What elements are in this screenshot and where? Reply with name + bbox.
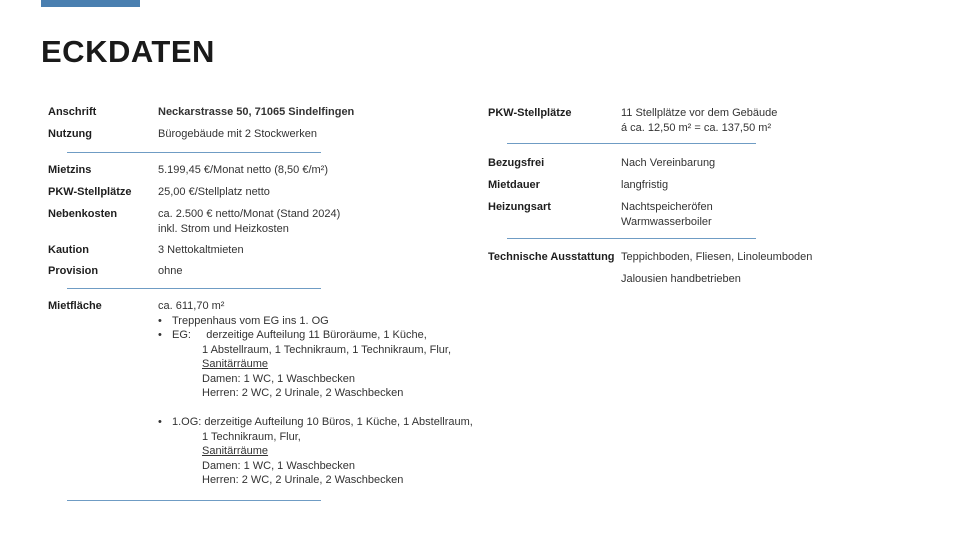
- divider-left-2: [67, 288, 321, 289]
- label-mietdauer: Mietdauer: [488, 179, 540, 191]
- value-heizungsart: [621, 200, 713, 229]
- eg-damen: Damen: 1 WC, 1 Waschbecken: [202, 372, 356, 385]
- ausstattung-line-1: Teppichboden, Fliesen, Linoleumboden: [621, 251, 813, 263]
- label-pkw-stellplaetze: PKW-Stellplätze: [48, 186, 132, 198]
- top-accent-bar: [41, 0, 140, 7]
- value-kaution: 3 Nettokaltmieten: [158, 244, 244, 256]
- page-title: ECKDATEN: [41, 34, 215, 69]
- bullet-og: [158, 415, 473, 430]
- treppenhaus-text: Treppenhaus vom EG ins 1. OG: [172, 314, 329, 327]
- value-pkw-stellplaetze: 25,00 €/Stellplatz netto: [158, 186, 270, 198]
- pkw-line-1: 11 Stellplätze vor dem Gebäude: [621, 107, 778, 119]
- spacer: [158, 401, 473, 416]
- value-mietdauer: langfristig: [621, 179, 669, 191]
- pkw-line-2: á ca. 12,50 m² = ca. 137,50 m²: [621, 121, 772, 134]
- eg-line-2: 1 Abstellraum, 1 Technikraum, 1 Technikraum, Flur,: [202, 343, 452, 356]
- divider-right-2: [507, 238, 756, 239]
- bullet-treppenhaus: [158, 314, 473, 329]
- og-line-2: 1 Technikraum, Flur,: [202, 430, 301, 443]
- divider-left-1: [67, 152, 321, 153]
- value-nutzung: Bürogebäude mit 2 Stockwerken: [158, 128, 317, 140]
- value-anschrift: Neckarstrasse 50, 71065 Sindelfingen: [158, 106, 355, 118]
- nebenkosten-line-2: inkl. Strom und Heizkosten: [158, 222, 289, 235]
- ausstattung-line-2: Jalousien handbetrieben: [621, 272, 741, 285]
- value-mietzins: 5.199,45 €/Monat netto (8,50 €/m²): [158, 164, 328, 176]
- label-mietflaeche: Mietfläche: [48, 300, 102, 312]
- heizungsart-line-1: Nachtspeicheröfen: [621, 201, 713, 213]
- eg-line-1: EG: derzeitige Aufteilung 11 Büroräume, 1 Küche,: [172, 329, 427, 341]
- label-nutzung: Nutzung: [48, 128, 92, 140]
- divider-right-1: [507, 143, 756, 144]
- eg-herren: Herren: 2 WC, 2 Urinale, 2 Waschbecken: [202, 387, 404, 399]
- eg-sanitaerraeume: Sanitärräume: [202, 358, 269, 370]
- og-sanitaerraeume: Sanitärräume: [202, 445, 269, 457]
- label-heizungsart: Heizungsart: [488, 201, 551, 213]
- heizungsart-line-2: Warmwasserboiler: [621, 215, 712, 228]
- label-bezugsfrei: Bezugsfrei: [488, 157, 545, 169]
- value-mietflaeche: [158, 299, 473, 488]
- label-kaution: Kaution: [48, 244, 89, 256]
- og-damen: Damen: 1 WC, 1 Waschbecken: [202, 459, 356, 472]
- label-technische-ausstattung: Technische Ausstattung: [488, 251, 615, 263]
- bullet-dot: •: [158, 314, 162, 327]
- bullet-dot: •: [158, 416, 162, 428]
- label-pkw-stellplaetze-right: PKW-Stellplätze: [488, 107, 572, 119]
- og-herren: Herren: 2 WC, 2 Urinale, 2 Waschbecken: [202, 474, 404, 486]
- og-line-1: 1.OG: derzeitige Aufteilung 10 Büros, 1 Küche, 1 Abstellraum,: [172, 416, 473, 428]
- spacer: [621, 265, 812, 272]
- value-provision: ohne: [158, 265, 183, 277]
- bullet-eg: [158, 328, 473, 343]
- divider-left-3: [67, 500, 321, 501]
- value-pkw-stellplaetze-right: [621, 106, 777, 135]
- mietflaeche-area: ca. 611,70 m²: [158, 300, 225, 312]
- label-nebenkosten: Nebenkosten: [48, 208, 118, 220]
- label-anschrift: Anschrift: [48, 106, 97, 118]
- value-technische-ausstattung: [621, 250, 812, 286]
- value-nebenkosten: [158, 207, 340, 236]
- bullet-dot: •: [158, 329, 162, 341]
- nebenkosten-line-1: ca. 2.500 € netto/Monat (Stand 2024): [158, 208, 341, 220]
- label-provision: Provision: [48, 265, 99, 277]
- label-mietzins: Mietzins: [48, 164, 92, 176]
- value-bezugsfrei: Nach Vereinbarung: [621, 157, 716, 169]
